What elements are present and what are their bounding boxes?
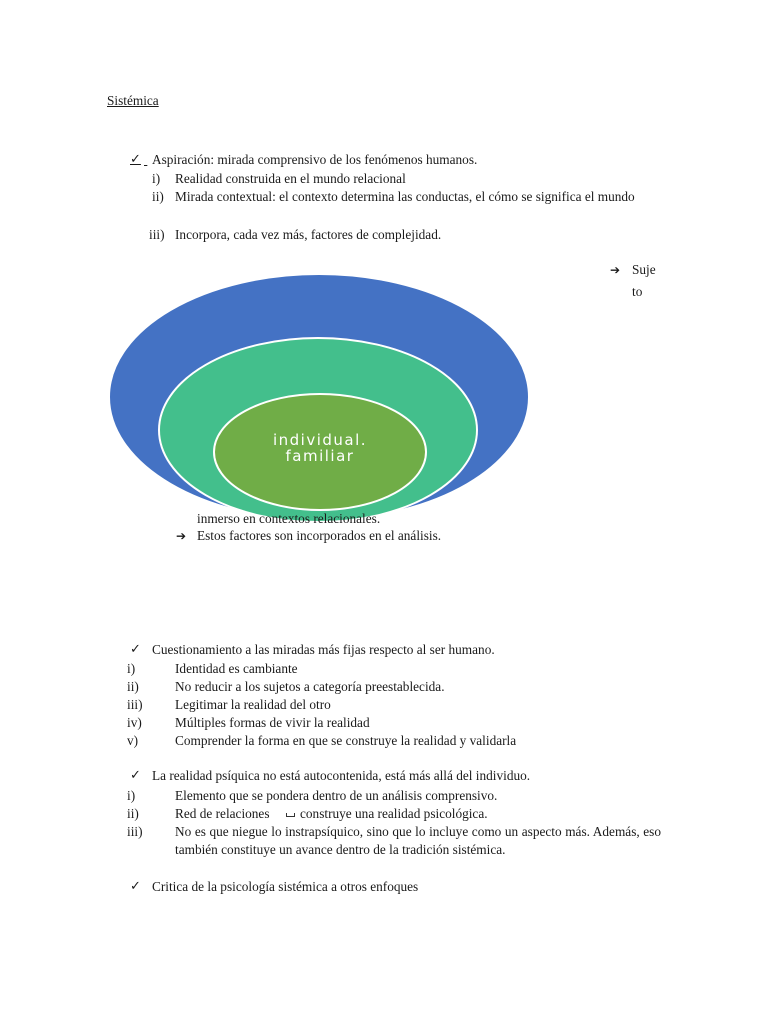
side-note-line2: to <box>632 284 643 299</box>
section2-heading: Cuestionamiento a las miradas más fijas respecto al ser humano. <box>152 642 495 657</box>
arrow-right-icon: ➔ <box>176 529 187 543</box>
list-item: Identidad es cambiante <box>175 661 298 676</box>
list-item: No es que niegue lo instrapsíquico, sino que lo incluye como un aspecto más. Además, eso también constituye un avance dentro de la tradición sistémica. <box>175 824 661 857</box>
section3-heading: La realidad psíquica no está autocontenida, está más allá del individuo. <box>152 768 531 783</box>
checkmark-icon: ✓ <box>130 152 141 167</box>
section4-heading: Critica de la psicología sistémica a otros enfoques <box>152 879 419 894</box>
list-number: iii) <box>127 824 143 839</box>
list-number: v) <box>127 733 139 748</box>
list-number: i) <box>127 788 136 803</box>
checkmark-icon: ✓ <box>130 642 141 657</box>
arrow-right-icon: ➔ <box>610 263 621 277</box>
list-item: No reducir a los sujetos a categoría preestablecida. <box>175 679 445 694</box>
list-number: iv) <box>127 715 142 730</box>
after-diagram-arrow-line: Estos factores son incorporados en el análisis. <box>197 528 442 543</box>
list-item: Legitimar la realidad del otro <box>175 697 331 712</box>
list-item-part-a: Red de relaciones <box>175 806 270 821</box>
list-number: ii) <box>127 679 139 694</box>
list-number: iii) <box>127 697 143 712</box>
list-number: ii) <box>152 189 164 204</box>
list-item: Elemento que se pondera dentro de un análisis comprensivo. <box>175 788 498 803</box>
checkmark-icon: ✓ <box>130 768 141 783</box>
list-item: Múltiples formas de vivir la realidad <box>175 715 370 730</box>
list-item: Realidad construida en el mundo relacional <box>175 171 406 186</box>
section1-heading: Aspiración: mirada comprensivo de los fenómenos humanos. <box>152 152 478 167</box>
list-number: iii) <box>149 227 165 242</box>
list-item-part-b: construye una realidad psicológica. <box>300 806 488 821</box>
list-number: i) <box>152 171 161 186</box>
list-number: ii) <box>127 806 139 821</box>
list-item: Mirada contextual: el contexto determina las conductas, el cómo se significa el mundo <box>175 189 635 204</box>
side-note-line1: Suje <box>632 262 656 277</box>
checkmark-icon: ✓ <box>130 879 141 894</box>
page-title: Sistémica <box>107 93 159 108</box>
list-item: Comprender la forma en que se construye la realidad y validarla <box>175 733 517 748</box>
blank-placeholder <box>286 813 295 817</box>
inner-label-line2: familiar <box>285 447 355 465</box>
list-item: Incorpora, cada vez más, factores de complejidad. <box>175 227 442 242</box>
after-diagram-line: inmerso en contextos relacionales. <box>197 511 381 526</box>
inner-label-line1: individual. <box>272 431 368 449</box>
list-number: i) <box>127 661 136 676</box>
